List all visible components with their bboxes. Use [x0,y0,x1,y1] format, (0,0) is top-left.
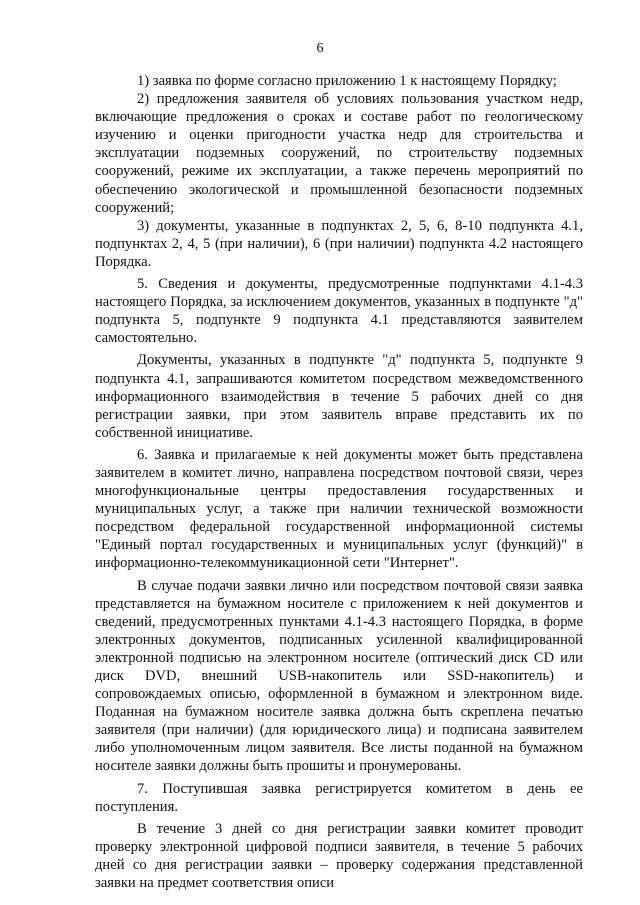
document-body [95,72,583,892]
page-number: 6 [316,41,324,56]
paragraph-item-7: 7. Поступившая заявка регистрируется комитетом в день ее поступления. [95,780,583,815]
paragraph-application-form: 1) заявка по форме согласно приложению 1 к настоящему Порядку; [137,73,557,89]
paragraph-item-5: 5. Сведения и документы, предусмотренные подпунктами 4.1-4.3 настоящего Порядка, за исключением документов, указанных в подпункте "д" подпункта 5, подпункте 9 подпункта 4.1 представляются заявителем самостоятельно. [95,276,583,347]
paragraph-interagency-request: Документы, указанных в подпункте "д" подпункта 5, подпункте 9 подпункта 4.1, запрашиваются комитетом посредством межведомственного информационного взаимодействия в течение 5 рабочих дней со дня регистрации заявки, при этом заявитель вправе представить их по собственной инициативе. [95,352,583,441]
paragraph-verification: В течение 3 дней со дня регистрации заявки комитет проводит проверку электронной цифровой подписи заявителя, в течение 5 рабочих дней со дня регистрации заявки – проверку содержания представленной заявки на предмет соответствия описи [95,820,583,892]
paragraph-applicant-proposals: 2) предложения заявителя об условиях пользования участком недр, включающие предложения о сроках и составе работ по геологическому изучению и оценки пригодности участка недр для строительства и эксплуатации подземных сооружений, по строительству подземных сооружений, режиме их эксплуатации, а также перечень мероприятий по обеспечению экологической и промышленной безопасности подземных сооружений; [95,91,583,216]
paragraph-item-6: 6. Заявка и прилагаемые к ней документы может быть представлена заявителем в комитет лично, направлена посредством почтовой связи, через многофункциональные центры предоставления государственных и муниципальных услуг, а также при наличии технической возможности посредством федеральной государственной информационной системы "Единый портал государственных и муниципальных услуг (функций)" в информационно-телекоммуникационной сети "Интернет". [95,446,583,572]
paragraph-documents-list: 3) документы, указанные в подпунктах 2, 5, 6, 8-10 подпункта 4.1, подпунктах 2, 4, 5 (при наличии), 6 (при наличии) подпункта 4.2 настоящего Порядка. [95,217,583,270]
paragraph-paper-submission: В случае подачи заявки лично или посредством почтовой связи заявка представляется на бумажном носителе с приложением к ней документов и сведений, предусмотренных пунктами 4.1-4.3 настоящего Порядка, в форме электронных документов, подписанных усиленной квалифицированной электронной подписью на электронном носителе (оптический диск CD или диск DVD, внешний USB-накопитель или SSD-накопитель) и сопровождаемых описью, оформленной в бумажном и электронном виде. Поданная на бумажном носителе заявка должна быть скреплена печатью заявителя (при наличии) (для юридического лица) и подписана заявителем либо уполномоченным лицом заявителя. Все листы поданной на бумажном носителе заявки должны быть прошиты и пронумерованы. [95,577,583,775]
